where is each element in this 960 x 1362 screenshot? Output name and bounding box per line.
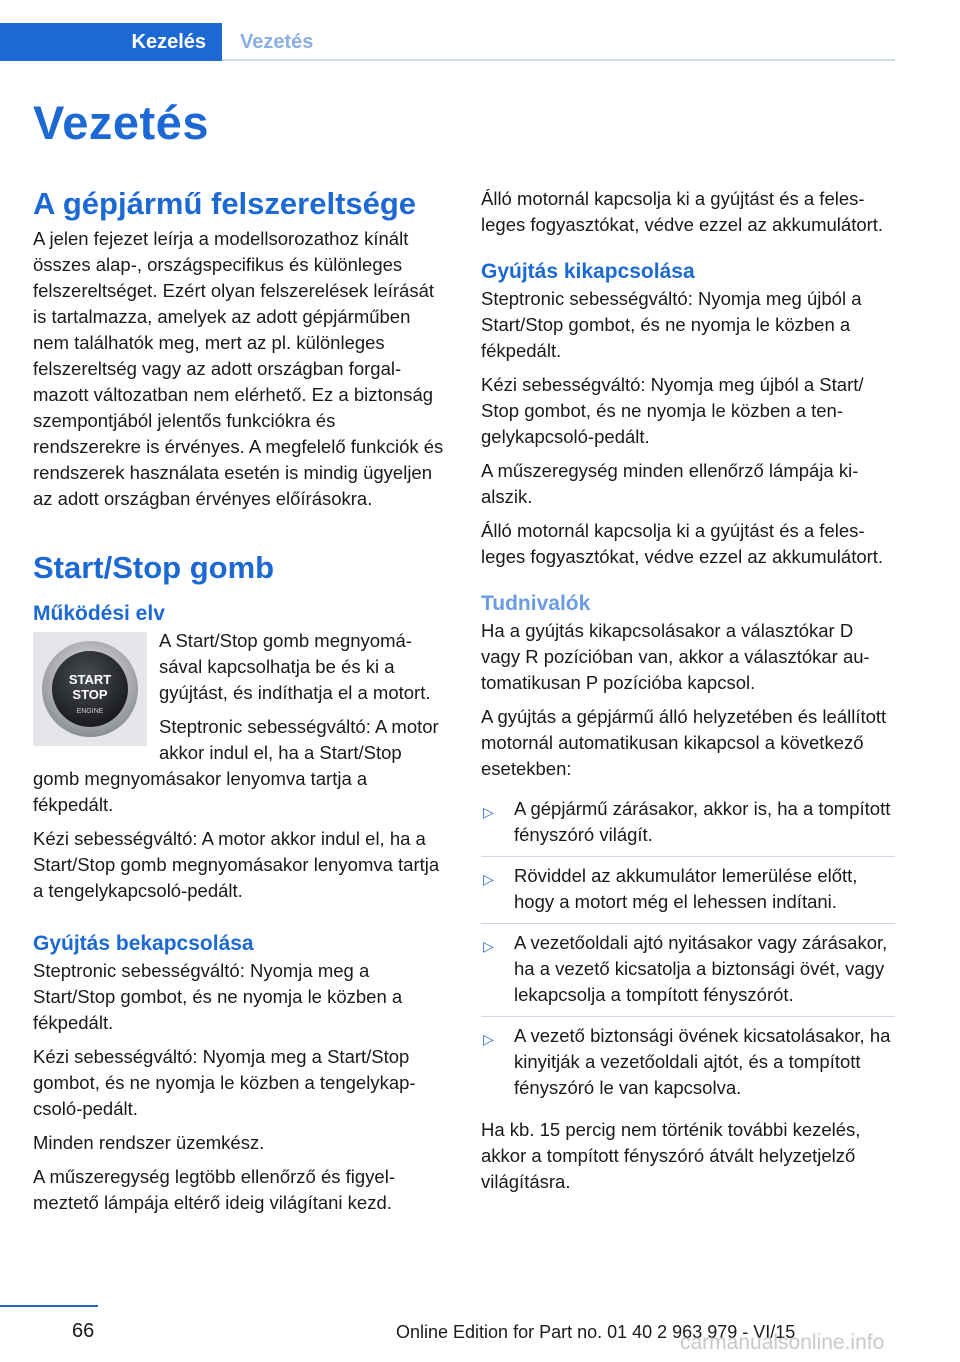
triangle-bullet-icon: ▷ [483,1031,494,1047]
left-column [33,186,447,1224]
paragraph: Álló motornál kapcsolja ki a gyújtást és a felesleges fogyasztókat, védve ezzel az akkumulátort. [481,188,884,235]
paragraph: A műszeregység minden ellenőrző lámpája kialszik. [481,460,859,507]
paragraph: Kézi sebességváltó: A motor akkor indul el, ha a Start/Stop gomb megnyomásakor lenyomva tartja a tengelykapcsoló-pedált. [33,828,440,901]
paragraph: A jelen fejezet leírja a modellsorozathoz kínált összes alap-, országspecifikus és különleges felszereltséget. Ezért olyan felszerelések leírását is tartalmazza, amelyek az adott gépjárműben nem találhatók meg, mert az pl. különleges felszereltség vagy az adott országban forgalmazott változatban nem elérhető. Ez a biztonság szempontjából jelentős funkciókra és rendszerekre is érvényes. A megfelelő funkciók és rendszerek használata esetén is mindig ügyeljen az adott országban érvényes előírásokra. [33,228,444,509]
list-item [481,790,895,857]
section-title-felszereltseg: A gépjármű felszereltsége [33,186,417,221]
paragraph: A Start/Stop gomb megnyomásával kapcsolhatja be és ki a gyújtást, és indíthatja el a motort. [159,630,431,703]
list-item [481,857,895,924]
tab-kezeles-label: Kezelés [131,30,206,53]
paragraph: Ha a gyújtás kikapcsolásakor a választókar D vagy R pozícióban van, akkor a választókar automatikusan P pozícióba kapcsol. [481,620,870,693]
paragraph: Steptronic sebességváltó: Nyomja meg a Start/Stop gombot, és ne nyomja le közben a fékpedált. [33,960,403,1033]
edition-footer: Online Edition for Part no. 01 40 2 963 979 - VI/15 [396,1322,796,1342]
paragraph: Álló motornál kapcsolja ki a gyújtást és a felesleges fogyasztókat, védve ezzel az akkumulátort. [481,520,884,567]
start-stop-button-icon [38,637,142,741]
list-item-text: A vezető biztonsági övének kicsatolásakor, ha kinyitják a vezetőoldali ajtót, és a tompított fényszóró le van kapcsolva. [514,1025,891,1098]
list-item-text: A gépjármű zárásakor, akkor is, ha a tompított fényszóró világít. [514,798,891,845]
page-title: Vezetés [33,96,209,149]
paragraph: A műszeregység legtöbb ellenőrző és figyelmeztető lámpája eltérő ideig világítani kezd. [33,1166,395,1213]
triangle-bullet-icon: ▷ [483,938,494,954]
paragraph: A gyújtás a gépjármű álló helyzetében és leállított motornál automatikusan kikapcsol a következő esetekben: [481,706,887,779]
start-stop-button-image [33,632,147,746]
paragraph: Kézi sebességváltó: Nyomja meg a Start/Stop gombot, és ne nyomja le közben a tengelykapcsoló-pedált. [33,1046,416,1119]
page-number: 66 [72,1320,95,1342]
triangle-bullet-icon: ▷ [483,804,494,820]
page-number-rule [0,1305,98,1307]
section-title-start-stop: Start/Stop gomb [33,550,275,585]
list-item [481,924,895,1017]
list-item-text: Röviddel az akkumulátor lemerülése előtt, hogy a motort még el lehessen indítani. [514,865,858,912]
subsection-title-gyujtas-be: Gyújtás bekapcsolása [33,932,254,955]
subsection-title-tudnivalok: Tudnivalók [481,592,591,615]
subsection-title-mukodesi-elv: Működési elv [33,602,165,625]
tab-kezeles[interactable] [0,23,222,61]
triangle-bullet-icon: ▷ [483,871,494,887]
tab-divider [222,59,895,61]
subsection-title-gyujtas-ki: Gyújtás kikapcsolása [481,260,695,283]
right-column [481,186,895,1203]
list-item [481,1017,895,1109]
tab-vezetes-label: Vezetés [240,30,314,53]
button-text-start: START [68,672,112,687]
paragraph: Steptronic sebességváltó: A motor akkor indul el, ha a Start/Stop gomb megnyomásakor lenyomva tartja a fékpedált. [33,716,439,815]
button-text-stop: STOP [72,687,108,702]
list-item-text: A vezetőoldali ajtó nyitásakor vagy zárásakor, ha a vezető kicsatolja a biztonsági övét, vagy lekapcsolja a tompított fényszórót. [514,932,888,1005]
paragraph: Steptronic sebességváltó: Nyomja meg újból a Start/Stop gombot, és ne nyomja le közben a fékpedált. [481,288,862,361]
paragraph: Kézi sebességváltó: Nyomja meg újból a Start/ Stop gombot, és ne nyomja le közben a tengelykapcsoló-pedált. [481,374,864,447]
button-text-engine: ENGINE [76,708,104,715]
bullet-list [481,790,895,1109]
watermark: carmanualsonline.info [680,1331,885,1354]
tab-vezetes[interactable] [240,23,313,61]
paragraph: Ha kb. 15 percig nem történik további kezelés, akkor a tompított fényszóró átvált helyzetjelző világításra. [481,1119,861,1192]
header-tabbar [0,23,895,61]
paragraph: Minden rendszer üzemkész. [33,1132,265,1153]
